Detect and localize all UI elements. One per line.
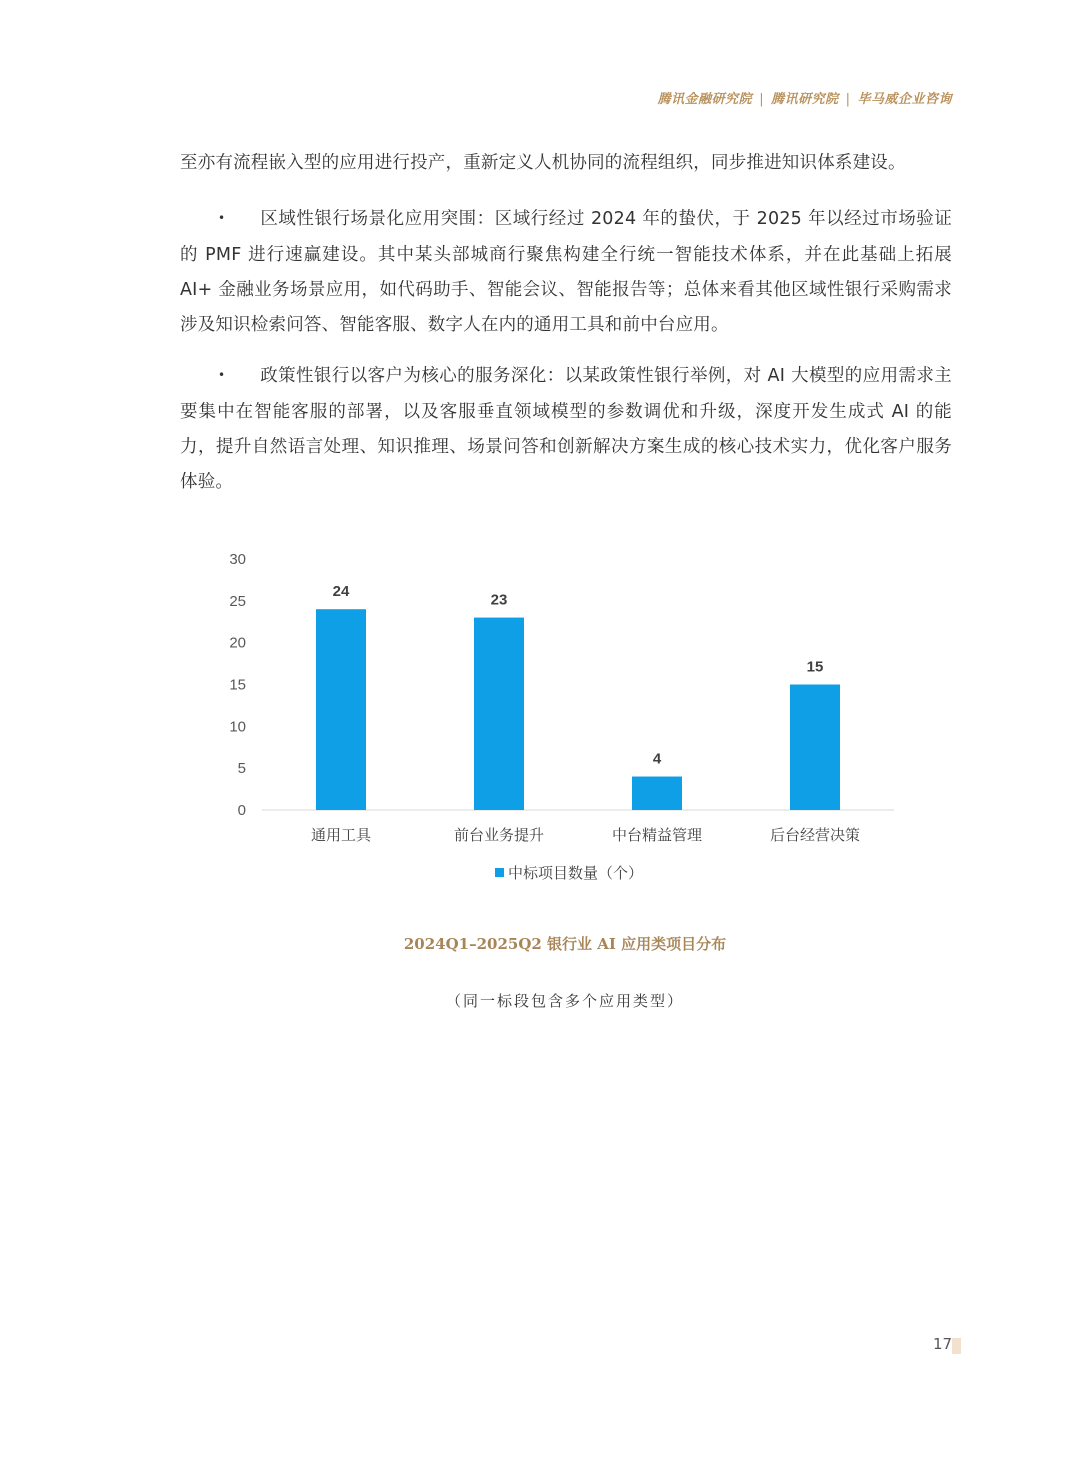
legend-label: 中标项目数量（个） [508,864,644,882]
y-tick-label: 25 [229,592,246,610]
header-org-tencent-finance: 腾讯金融研究院 [657,92,753,107]
bullet-icon [180,359,260,395]
chart-caption-subtitle: （同一标段包含多个应用类型） [445,992,684,1010]
x-tick-label: 通用工具 [310,826,372,844]
paragraph-regional-banks-text: 区域性银行场景化应用突围：区域行经过 2024 年的蛰伏，于 2025 年以经过市场验证的 PMF 进行速赢建设。其中某头部城商行聚焦构建全行统一智能技术体系，并在此基础上拓展 AI+ 金融业务场景应用，如代码助手、智能会议、智能报告等；总体来看其他区域性银行采购需求涉及知识检索问答、智能客服、数字人在内的通用工具和前中台应用。 [180,209,952,335]
bullet-icon [180,202,260,238]
header-separator: | [759,92,765,107]
paragraph-regional-banks [180,202,952,343]
header-separator: | [845,92,851,107]
bar [316,609,366,810]
bar-value-label: 24 [332,583,350,601]
x-tick-label: 后台经营决策 [769,826,861,844]
y-tick-label: 0 [237,802,246,819]
legend-swatch [495,868,504,877]
x-tick-label: 前台业务提升 [453,826,545,844]
bar [790,685,840,811]
y-tick-label: 10 [229,718,246,736]
page-corner-decoration [952,1338,961,1354]
bar-value-label: 4 [652,750,662,768]
bar-chart [200,540,920,900]
y-tick-label: 15 [229,676,246,694]
page-header [658,88,952,107]
bar-value-label: 23 [490,591,508,609]
y-tick-label: 30 [229,551,246,568]
x-tick-label: 中台精益管理 [611,826,703,844]
header-org-tencent-research: 腾讯研究院 [771,92,839,107]
paragraph-policy-banks-text: 政策性银行以客户为核心的服务深化：以某政策性银行举例，对 AI 大模型的应用需求主要集中在智能客服的部署，以及客服垂直领域模型的参数调优和升级，深度开发生成式 AI 的能力，提升自然语言处理、知识推理、场景问答和创新解决方案生成的核心技术实力，优化客户服务体验。 [180,366,952,492]
y-tick-label: 5 [237,760,246,778]
header-org-kpmg: 毕马威企业咨询 [857,92,952,107]
paragraph-continuation: 至亦有流程嵌入型的应用进行投产，重新定义人机协同的流程组织，同步推进知识体系建设。 [180,153,906,173]
y-tick-label: 20 [229,634,246,652]
bar [474,618,524,810]
bar-value-label: 15 [806,658,824,676]
page-number: 17 [933,1335,953,1353]
paragraph-policy-banks [180,359,952,500]
bar [632,777,682,810]
chart-caption-title: 2024Q1–2025Q2 银行业 AI 应用类项目分布 [403,935,727,953]
